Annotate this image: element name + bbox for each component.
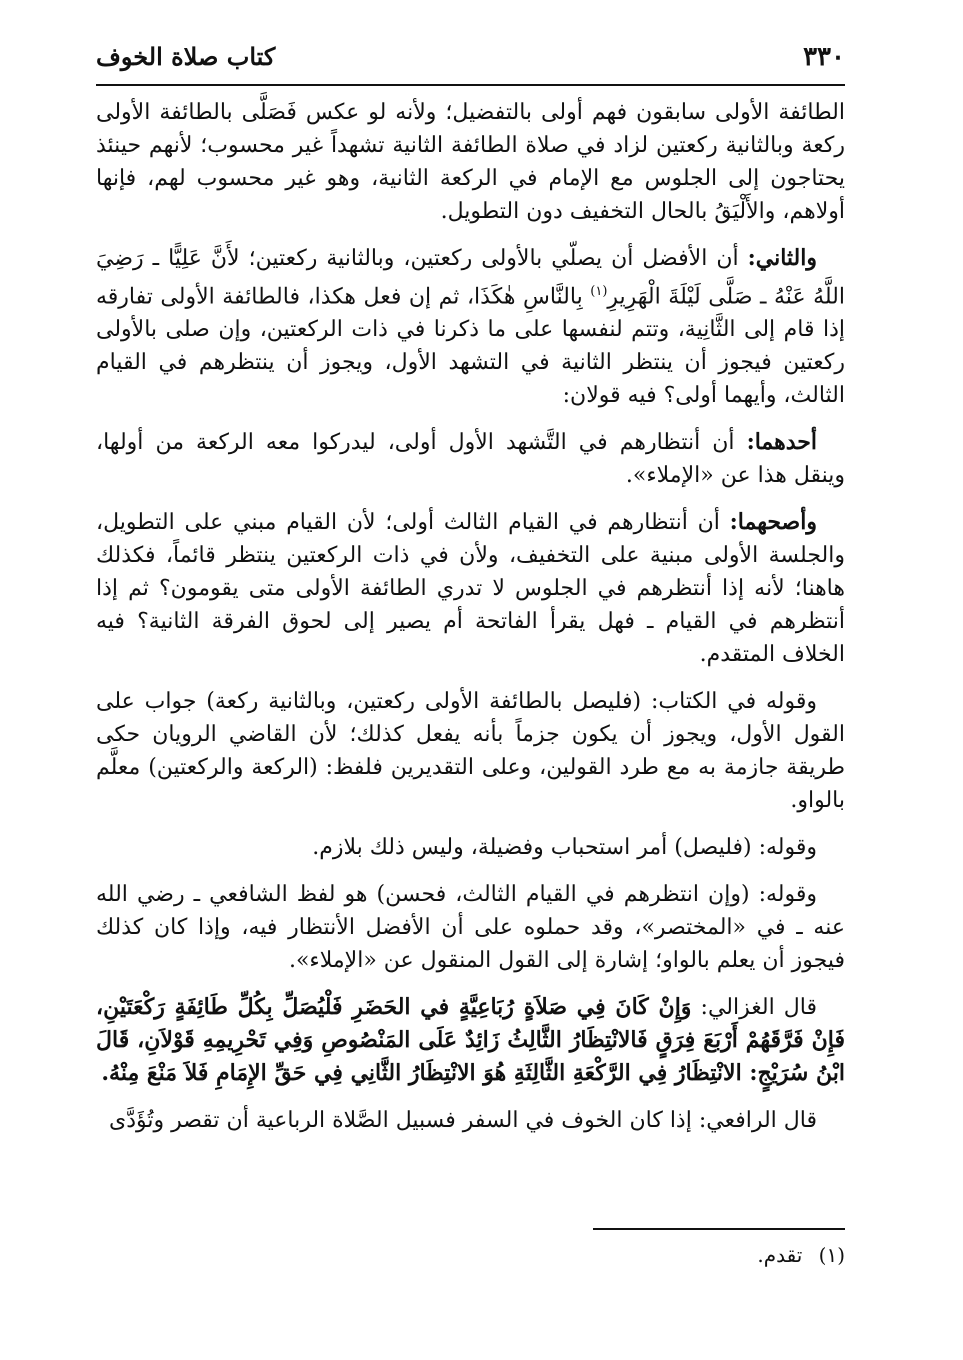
paragraph-5-text: وقوله في الكتاب: (فليصل بالطائفة الأولى ركعتين، وبالثانية ركعة) جواب على القول الأول، ويجوز أن يكون جزماً بأنه يفعل كذلك؛ لأن القاضي الرويان حكى طريقة جازمة به مع طرد القولين، وعلى التقديرين فلفظ: (الركعة والركعتين) معلَّم بالواو. [96, 689, 845, 814]
paragraph-6 [96, 831, 845, 864]
header-rule [96, 84, 845, 86]
footnote-marker: (١) [590, 284, 608, 299]
paragraph-7-text: وقوله: (وإن انتظرهم في القيام الثالث، فحسن) هو لفظ الشافعي ـ رضي الله عنه ـ في «المختصر»، وقد حملوه على أن الأفضل الأنتظار فيه، وإذا كان كذلك فيجوز أن يعلم بالواو؛ إشارة إلى القول المنقول عن «الإملاء». [96, 882, 845, 974]
paragraph-4-text: أن أنتظارهم في القيام الثالث أولى؛ لأن القيام مبني على التطويل، والجلسة الأولى مبنية على التخفيف، ولأن في ذات الركعتين ينتظر قائماً، فكذلك هاهنا؛ لأنه إذا أنتظرهم في الجلوس لا تدري الطائفة الأولى متى يقومون؟ ثم إذا أنتظرهم في القيام ـ فهل يقرأ الفاتحة أم يصير إلى لحوق الفرقة الثانية؟ فيه الخلاف المتقدم. [96, 510, 845, 668]
paragraph-3-text: أن أنتظارهم في التَّشهد الأول أولى، ليدركوا معه الركعة من أولها، وينقل هذا عن «الإملاء». [96, 430, 845, 489]
paragraph-6-text: وقوله: (فليصل) أمر استحباب وفضيلة، وليس ذلك بلازم. [312, 835, 817, 861]
running-title: كتاب صلاة الخوف [96, 42, 276, 71]
page-header [96, 38, 845, 82]
paragraph-2-text-b: بِالنَّاسِ هٰكَذَا، ثم إن فعل هكذا، فالطائفة الأولى تفارقه إذا قام إلى الثَّانِية، وتتم لنفسها على ما ذكرنا في ذات الركعتين، وإن صلى بالأولى ركعتين فيجوز أن ينتظر الثانية في التشهد الأول، ويجوز أن ينتظرهم في القيام الثالث، وأيهما أولى؟ فيه قولان: [96, 284, 845, 409]
page-number: ٣٣٠ [803, 42, 845, 72]
paragraph-2-lead: والثاني: [747, 245, 817, 271]
footnote-rule [593, 1228, 845, 1230]
paragraph-1 [96, 96, 845, 228]
paragraph-2 [96, 242, 845, 412]
paragraph-3 [96, 426, 845, 492]
paragraph-8-quote: وَإِنْ كَانَ فِي صَلاَةٍ رُبَاعِيَّةٍ في الحَضَرِ فَلْيُصَلِّ بِكُلِّ طَائِفَةٍ رَكْعَتَيْنِ، فَإِنْ فَرَّقَهُمْ أَرْبَعَ فِرَقٍ فَالانْتِظَارُ الثَّالِثُ زَائِدٌ عَلَى المَنْصُوصِ وَفِي تَحْرِيمِهِ قَوْلاَنِ، قَالَ ابْنُ سُرَيْجٍ: الانْتِظَارُ فِي الرَّكْعَةِ الثَّالِثَةِ هُوَ الانْتِظَارُ الثَّانِي فِي حَقِّ الإِمَامِ فَلاَ مَنْعَ مِنْهُ. [96, 994, 845, 1087]
paragraph-4-lead: وأصحهما: [729, 509, 817, 536]
paragraph-7 [96, 878, 845, 977]
footnote-text: تقدم. [757, 1243, 803, 1267]
footnote-number: (١) [818, 1243, 845, 1267]
paragraph-3-lead: أحدهما: [746, 429, 817, 456]
paragraph-9 [96, 1104, 845, 1137]
footnote [245, 1243, 845, 1267]
paragraph-9-text: إذا كان الخوف في السفر فسبيل الصَّلاة الرباعية أن تقصر وتُؤَدَّى [108, 1108, 692, 1134]
paragraph-5 [96, 685, 845, 817]
paragraph-2-text-a: أن الأفضل أن يصلّي بالأولى ركعتين، وبالثانية ركعتين؛ لأَنَّ عَلِيًّا ـ رَضِيَ اللَّهُ عَنْهُ ـ صَلَّى لَيْلَةَ الْهَرِيرِ [96, 246, 845, 310]
body-text [96, 96, 845, 1151]
paragraph-8 [96, 991, 845, 1090]
paragraph-9-lead: قال الرافعي: [698, 1108, 817, 1134]
paragraph-8-lead: قال الغزالي: [700, 995, 817, 1021]
paragraph-4 [96, 506, 845, 671]
paragraph-1-text: الطائفة الأولى سابقون فهم أولى بالتفضيل؛ ولأنه لو عكس فَصَلَّى بالطائفة الأولى ركعة وبالثانية ركعتين لزاد في صلاة الطائفة الثانية تشهداً غير محسوب؛ لأنهم حينئذ يحتاجون إلى الجلوس مع الإمام في الركعة الثانية، وهو غير محسوب لهم، فإنها أولاهم، والأَلْيَقُ بالحال التخفيف دون التطويل. [96, 100, 845, 224]
